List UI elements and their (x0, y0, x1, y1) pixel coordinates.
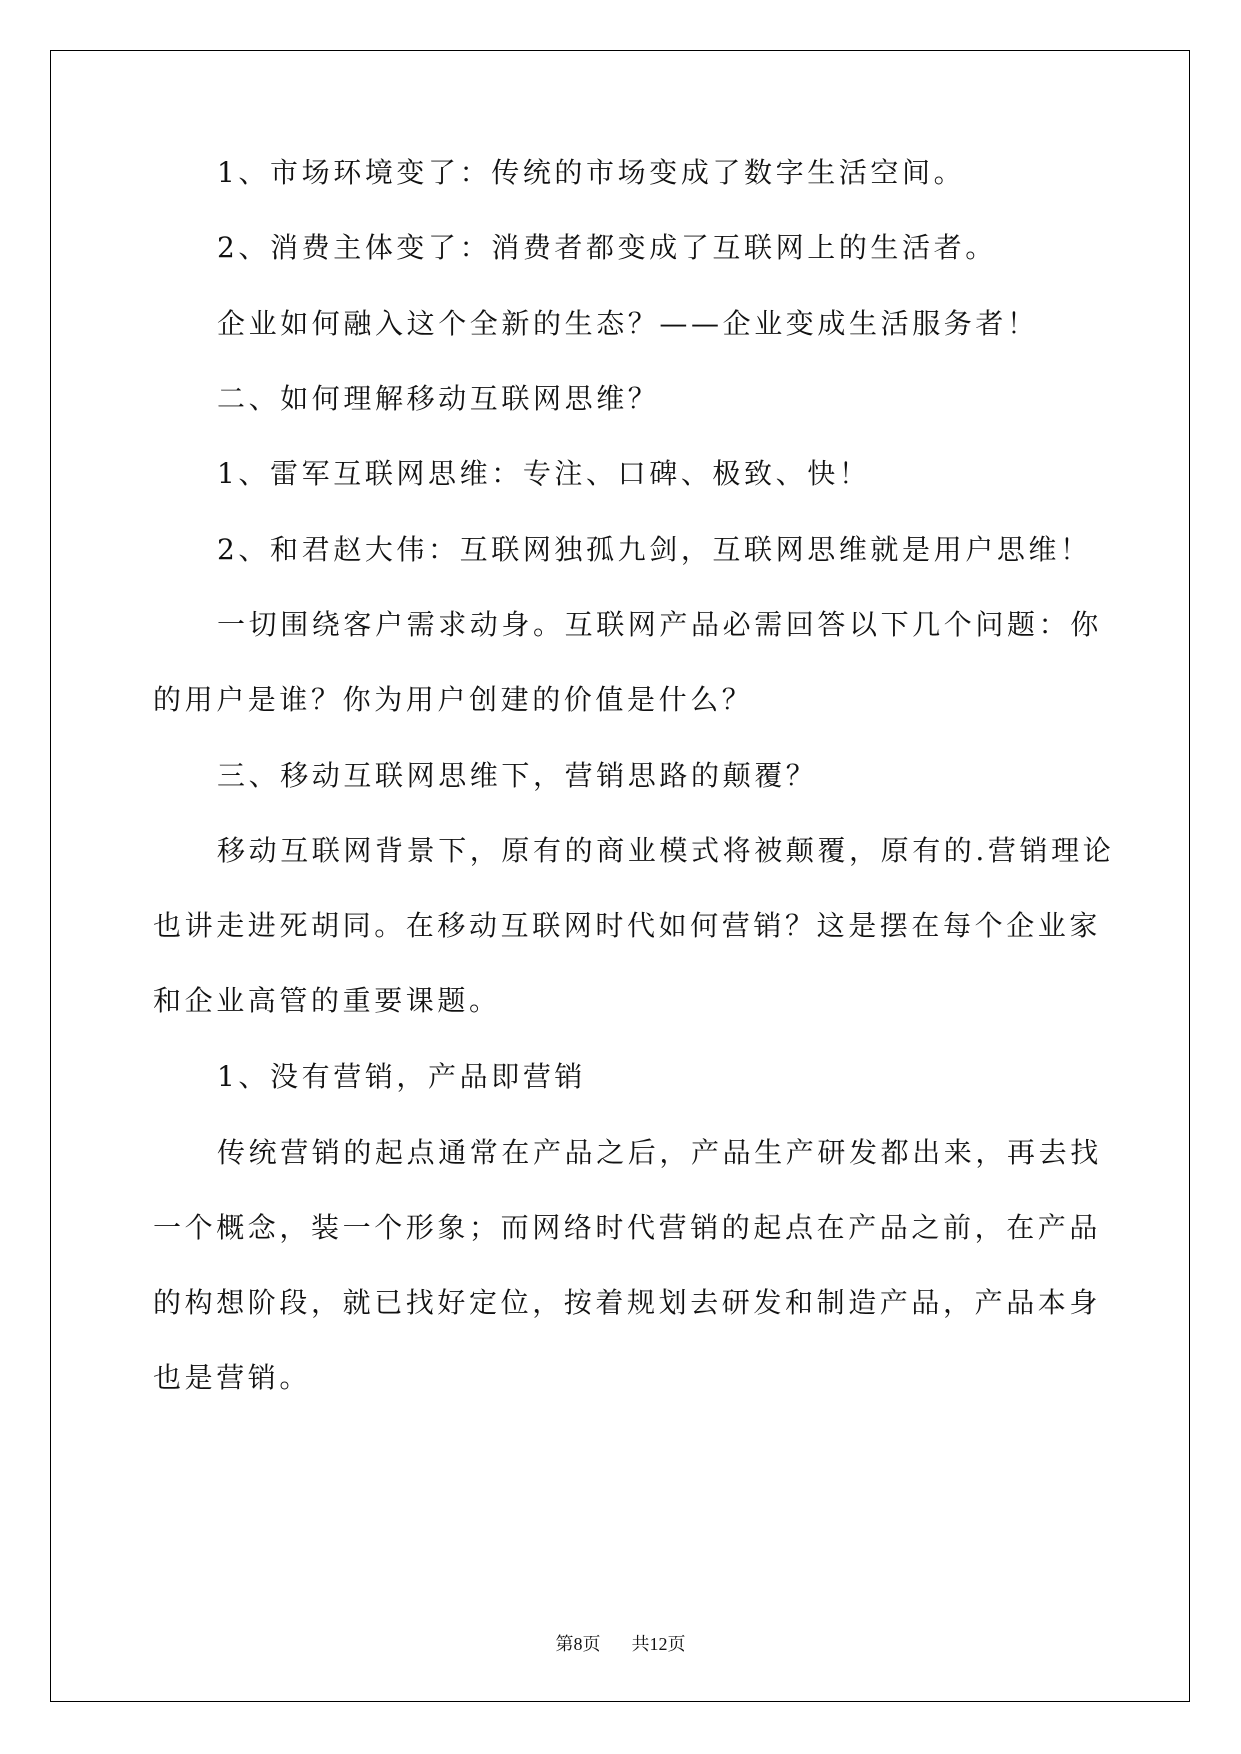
text-line: 传统营销的起点通常在产品之后，产品生产研发都出来，再去找 (217, 1136, 1102, 1169)
text-line: 也是营销。 (153, 1361, 312, 1394)
page-total: 共12页 (631, 1634, 686, 1654)
paragraph (153, 608, 1102, 716)
page-footer (0, 1630, 1241, 1656)
text-line: 企业如何融入这个全新的生态？——企业变成生活服务者！ (217, 307, 1039, 340)
text-line: 和企业高管的重要课题。 (153, 984, 501, 1017)
text-line: 2、消费主体变了：消费者都变成了互联网上的生活者。 (217, 231, 997, 264)
section-heading (153, 383, 1088, 415)
paragraph (153, 533, 1092, 566)
page-number: 第8页 (555, 1634, 601, 1654)
text-line: 二、如何理解移动互联网思维？ (217, 382, 660, 415)
text-line: 也讲走进死胡同。在移动互联网时代如何营销？这是摆在每个企业家 (153, 909, 1102, 942)
paragraph (153, 232, 1088, 264)
text-line: 的构想阶段，就已找好定位，按着规划去研发和制造产品，产品本身 (153, 1286, 1102, 1319)
text-line: 1、市场环境变了：传统的市场变成了数字生活空间。 (217, 156, 966, 189)
text-line: 移动互联网背景下，原有的商业模式将被颠覆，原有的.营销理论 (217, 834, 1115, 867)
section-heading (153, 760, 1088, 792)
text-line: 的用户是谁？你为用户创建的价值是什么？ (153, 683, 754, 716)
paragraph (153, 458, 1088, 490)
paragraph (153, 1136, 1102, 1394)
paragraph (153, 308, 1088, 340)
text-line: 一个概念，装一个形象；而网络时代营销的起点在产品之前，在产品 (153, 1211, 1102, 1244)
text-line: 1、没有营销，产品即营销 (217, 1060, 587, 1093)
text-line: 一切围绕客户需求动身。互联网产品必需回答以下几个问题：你 (217, 608, 1102, 641)
text-line: 1、雷军互联网思维：专注、口碑、极致、快！ (217, 457, 871, 490)
paragraph (153, 157, 1088, 189)
paragraph (153, 1061, 1088, 1093)
text-line: 三、移动互联网思维下，营销思路的颠覆？ (217, 759, 818, 792)
text-line: 2、和君赵大伟：互联网独孤九剑，互联网思维就是用户思维！ (217, 533, 1092, 566)
paragraph (153, 834, 1115, 1017)
